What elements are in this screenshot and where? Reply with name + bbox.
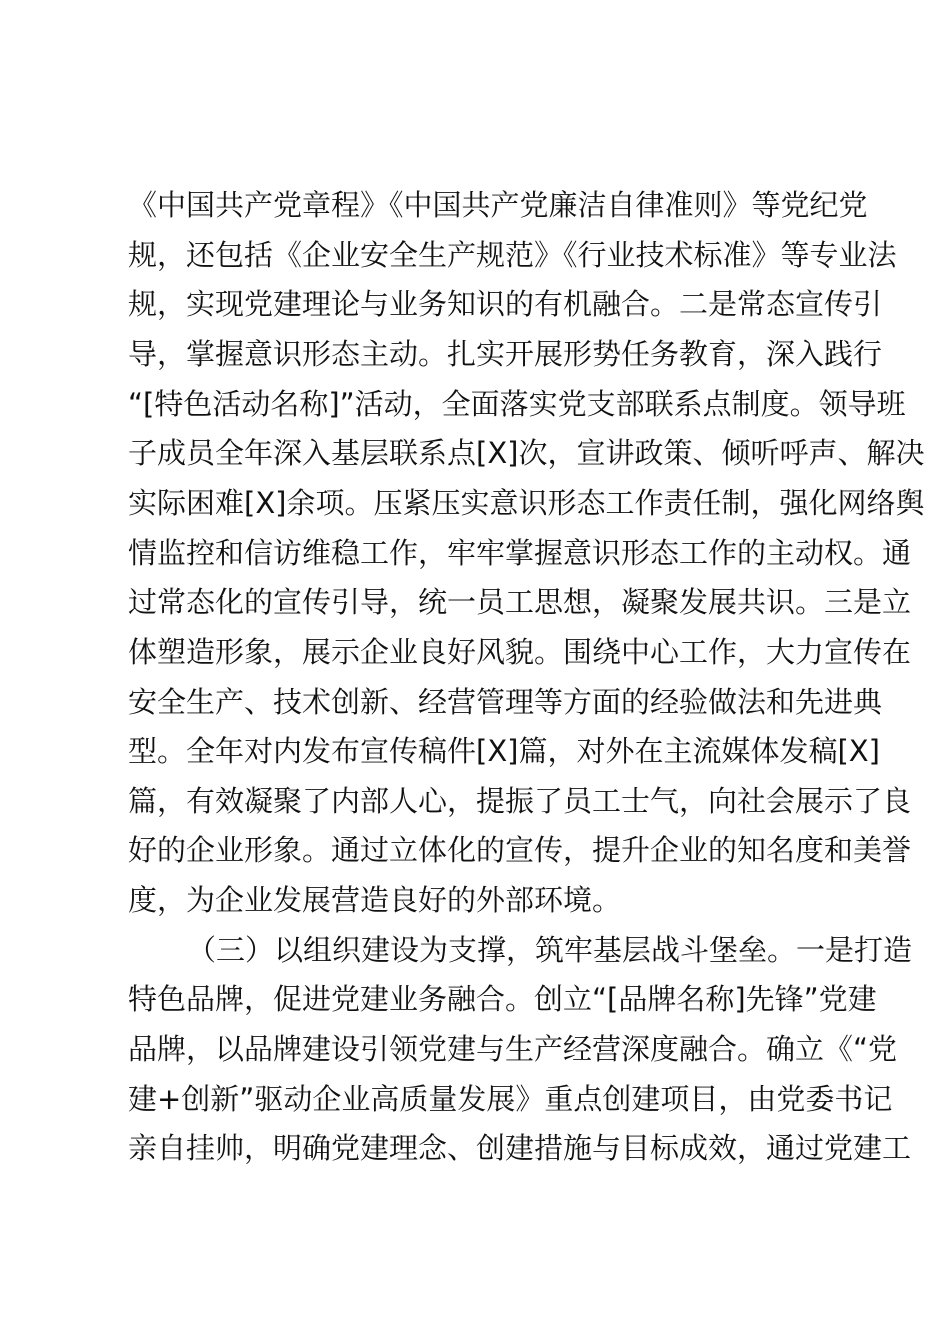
text-line: 品牌，以品牌建设引领党建与生产经营深度融合。确立《“党 [128,1032,898,1066]
text-line: 过常态化的宣传引导，统一员工思想，凝聚发展共识。三是立 [128,585,912,619]
text-line: 情监控和信访维稳工作，牢牢掌握意识形态工作的主动权。通 [128,536,912,570]
text-line: 子成员全年深入基层联系点[X]次，宣讲政策、倾听呼声、解决 [128,436,925,470]
text-line: 规，还包括《企业安全生产规范》《行业技术标准》等专业法 [128,238,897,272]
text-line: 建+创新”驱动企业高质量发展》重点创建项目，由党委书记 [128,1082,893,1116]
text-line: 体塑造形象，展示企业良好风貌。围绕中心工作，大力宣传在 [128,635,912,669]
section-heading-line: （三）以组织建设为支撑，筑牢基层战斗堡垒。一是打造 [187,933,913,967]
text-line: 篇，有效凝聚了内部人心，提振了员工士气，向社会展示了良 [128,784,912,818]
text-line: 实际困难[X]余项。压紧压实意识形态工作责任制，强化网络舆 [128,486,925,520]
text-line: 安全生产、技术创新、经营管理等方面的经验做法和先进典 [128,685,883,719]
text-line: 规，实现党建理论与业务知识的有机融合。二是常态宣传引 [128,287,883,321]
text-line: “[特色活动名称]”活动，全面落实党支部联系点制度。领导班 [128,387,906,421]
text-line: 型。全年对内发布宣传稿件[X]篇，对外在主流媒体发稿[X] [128,734,880,768]
text-line: 导，掌握意识形态主动。扎实开展形势任务教育，深入践行 [128,337,883,371]
text-line: 亲自挂帅，明确党建理念、创建措施与目标成效，通过党建工 [128,1131,912,1165]
text-line: 度，为企业发展营造良好的外部环境。 [128,883,622,917]
text-line: 《中国共产党章程》《中国共产党廉洁自律准则》等党纪党 [128,188,868,222]
text-line: 好的企业形象。通过立体化的宣传，提升企业的知名度和美誉 [128,833,912,867]
text-line: 特色品牌，促进党建业务融合。创立“[品牌名称]先锋”党建 [128,982,877,1016]
